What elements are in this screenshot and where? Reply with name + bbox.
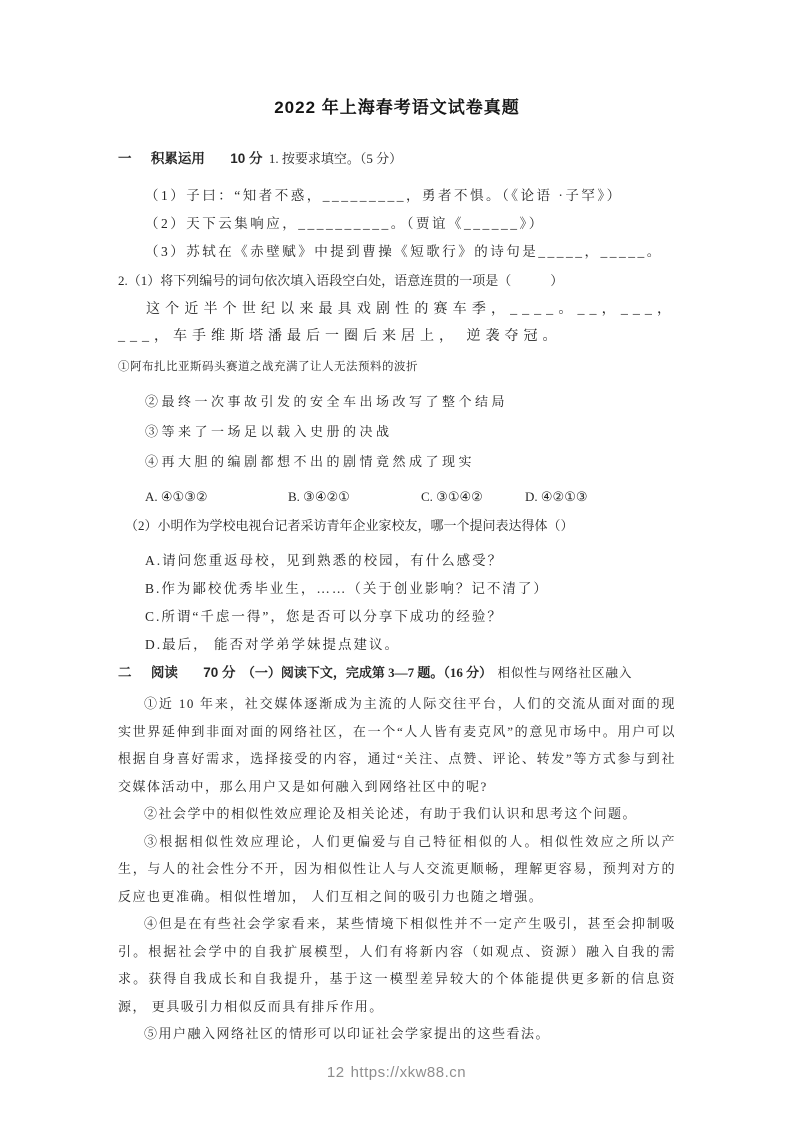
question-2-2-stem: （2）小明作为学校电视台记者采访青年企业家校友，哪一个提问表达得体（） (125, 518, 574, 533)
reply-choice-d: D.最后， 能否对学弟学妹提点建议。 (145, 637, 400, 652)
passage-paragraph-5: ⑤用户融入网络社区的情形可以印证社会学家提出的这些看法。 (144, 1026, 551, 1041)
reply-choice-b: B.作为鄙校优秀毕业生，……（关于创业影响？记不清了） (145, 581, 549, 596)
sentence-option-1: ①阿布扎比亚斯码头赛道之战充满了让人无法预料的波折 (118, 361, 418, 373)
choice-c: C. ③①④② (421, 489, 483, 504)
section-one-number: 一 (118, 151, 132, 166)
passage-title: 相似性与网络社区融入 (497, 666, 633, 680)
subsection-one-label: （一）阅读下文，完成第 3—7 题。（16 分） (241, 665, 493, 680)
page-title: 2022 年上海春考语文试卷真题 (274, 98, 520, 117)
footer-url: https://xkw88.cn (350, 1064, 467, 1081)
question-2-1-stem: 2.（1）将下列编号的词句依次填入语段空白处，语意连贯的一项是（ ） (118, 273, 564, 288)
reply-choice-a: A.请问您重返母校，见到熟悉的校园，有什么感受？ (145, 553, 504, 568)
passage-paragraph-2: ②社会学中的相似性效应理论及相关论述，有助于我们认识和思考这个问题。 (144, 806, 638, 821)
fill-blank-item-2: （2）天下云集响应，__________。（贾谊《______》） (145, 216, 545, 231)
footer-page-number: 12 (326, 1064, 345, 1081)
fill-blank-item-3: （3）苏轼在《赤壁赋》中提到曹操《短歌行》的诗句是_____，_____。 (145, 244, 663, 259)
reading-passage (118, 690, 676, 1048)
sentence-option-2: ②最终一次事故引发的安全车出场改写了整个结局 (145, 394, 509, 409)
question-2-1-choices (118, 489, 676, 505)
reply-choice-c: C.所谓“千虑一得”，您是否可以分享下成功的经验？ (145, 609, 503, 624)
section-two-name: 阅读 (150, 665, 178, 680)
section-one-name: 积累运用 (150, 151, 205, 166)
sentence-option-4: ④再大胆的编剧都想不出的剧情竟然成了现实 (145, 454, 476, 469)
passage-paragraph-3: ③根据相似性效应理论，人们更偏爱与自己特征相似的人。相似性效应之所以产生，与人的社会性分不开，因为相似性让人与人交流更顺畅，理解更容易，预判对方的反应也更准确。相似性增加， 人们互相之间的吸引力也随之增强。 (118, 833, 676, 904)
section-two-points: 70 分 (203, 665, 236, 680)
choice-b: B. ③④②① (288, 489, 350, 504)
section-two-number: 二 (118, 665, 132, 680)
question-2-1-context-paragraph: 这个近半个世纪以来最具戏剧性的赛车季，____。__，___，___，车手维斯塔潘最后一圈后来居上， 逆袭夺冠。 (118, 302, 676, 344)
choice-d: D. ④②①③ (525, 489, 588, 504)
section-two-heading (118, 663, 676, 683)
sentence-option-3: ③等来了一场足以载入史册的决战 (145, 424, 393, 439)
passage-paragraph-1: ①近 10 年来，社交媒体逐渐成为主流的人际交往平台，人们的交流从面对面的现实世界延伸到非面对面的网络社区，在一个“人人皆有麦克风”的意见市场中。用户可以根据自身喜好需求，选择接受的内容，通过“关注、点赞、评论、转发”等方式参与到社交媒体活动中，那么用户又是如何融入到网络社区中的呢? (118, 696, 676, 794)
passage-paragraph-4: ④但是在有些社会学家看来，某些情境下相似性并不一定产生吸引，甚至会抑制吸引。根据社会学中的自我扩展模型，人们有将新内容（如观点、资源）融入自我的需求。获得自我成长和自我提升，基于这一模型差异较大的个体能提供更多新的信息资源， 更具吸引力相似反而具有排斥作用。 (118, 916, 676, 1014)
fill-blank-item-1: （1）子曰：“知者不惑，_________，勇者不惧。（《论语 ·子罕》） (145, 188, 623, 203)
page-footer (0, 1064, 793, 1081)
question-1-intro: 1. 按要求填空。（5 分） (268, 151, 403, 166)
section-one-heading (118, 149, 676, 168)
choice-a: A. ④①③② (145, 489, 208, 504)
section-one-points: 10 分 (230, 151, 263, 166)
